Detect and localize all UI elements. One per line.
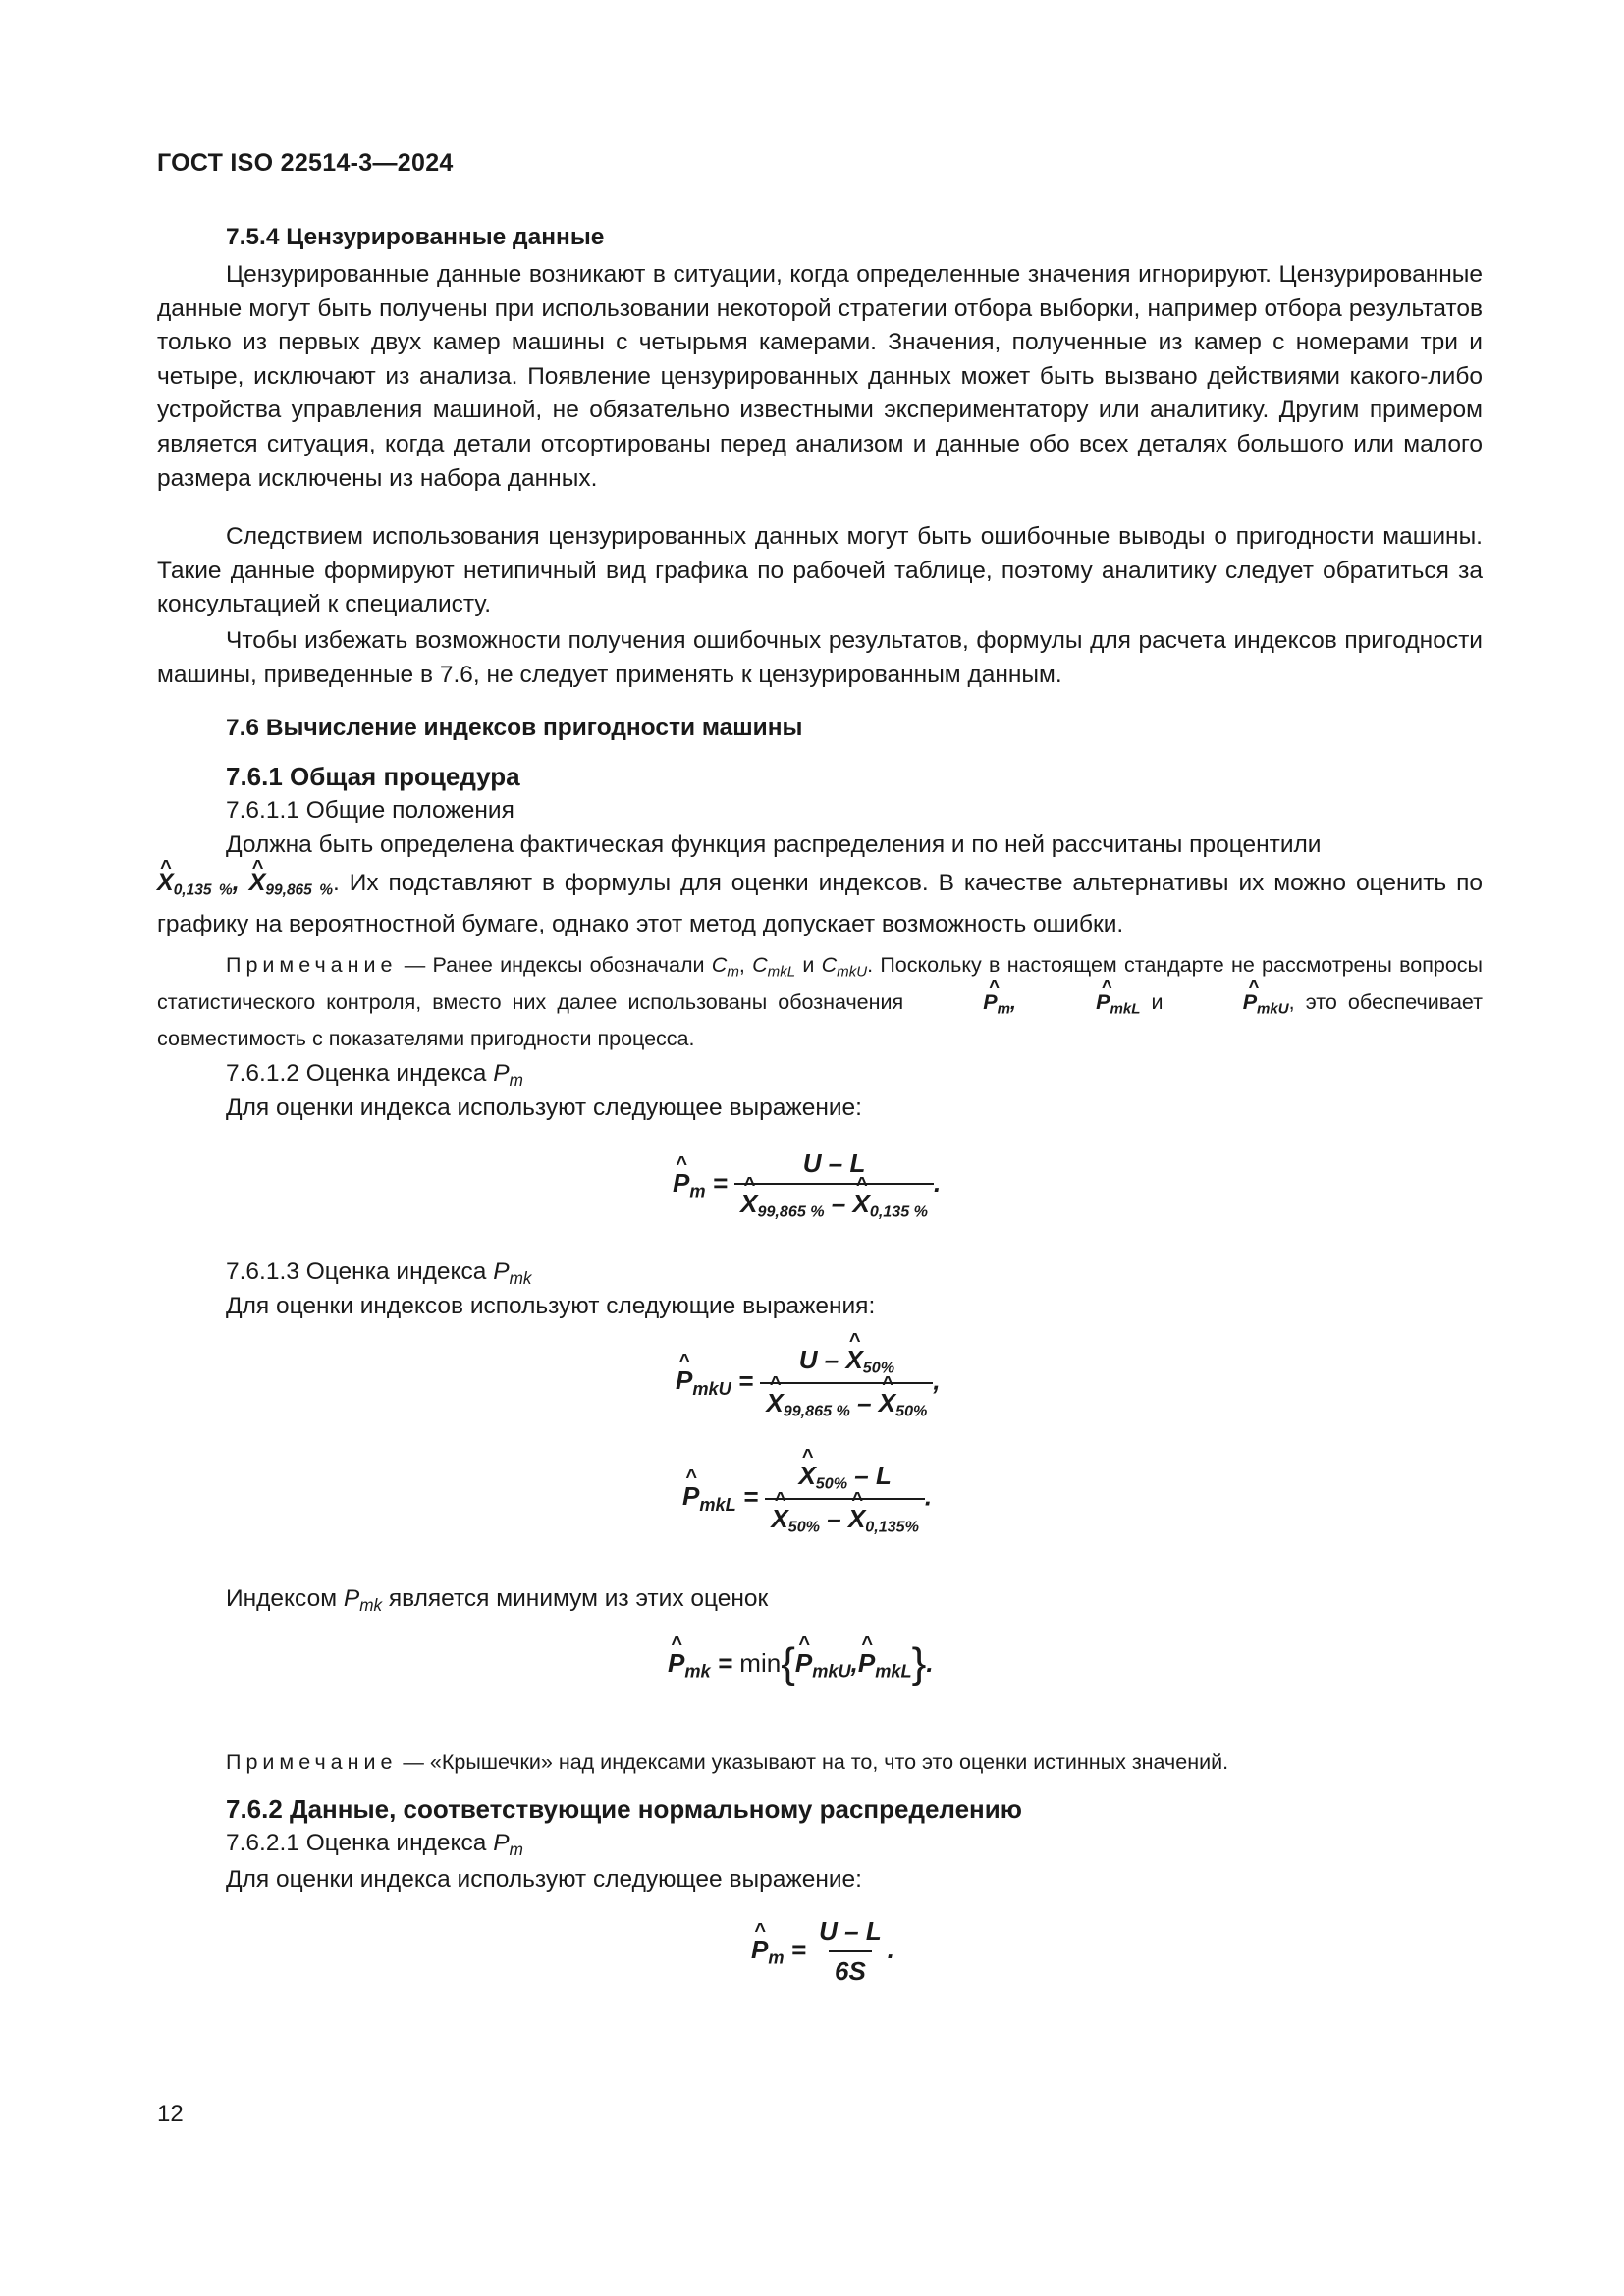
formula-pmku: ^ $P_{mkU}$ = U – ^ X50% ^ X99,865 % – ^ X50% , (676, 1345, 941, 1420)
section-heading-7-6-2: 7.6.2 Данные, соответствующие нормальному распределению (226, 1794, 1022, 1824)
formula-pm: ^ $P_m$ = U – L ^ X99,865 % – ^ X0,135 % . (673, 1148, 941, 1222)
percentile-formula: ^ X0,135 %, ^ X99,865 % (157, 869, 333, 896)
paragraph-censored-consequence: Следствием использования цензурированных данных могут быть ошибочные выводы о пригодности машины. Такие данные формируют нетипичный вид графика по рабочей таблице, поэтому аналитику следует обратиться за консультацией к специалисту. (157, 523, 1483, 618)
paragraph-percentiles: ^ X0,135 %, ^ X99,865 %. Их подставляют в формулы для оценки индексов. В качестве альтернативы их можно оценить по графику на вероятностной бумаге, однако этот метод допускает возможность ошибки. (157, 866, 1483, 942)
note-earlier-indices: Примечание — Ранее индексы обозначали $C_m$, $C_{mkL}$ и $C_{mkU}$. Поскольку в настоящем стандарте не рассмотрены вопросы статистического контроля, вместо них далее использованы обозначения ^ $P_m$, ^ $P_{mkL}$ и ^ $P_{mkU}$, это обеспечивает совместимость с показателями пригодности процесса. (157, 950, 1483, 1053)
document-id: ГОСТ ISO 22514-3—2024 (157, 149, 454, 177)
paragraph-censored-definition: Цензурированные данные возникают в ситуации, когда определенные значения игнорируют. Цензурированные данные могут быть получены при использовании некоторой стратегии отбора выборки, например отбора результатов только из первых двух камер машины с четырьмя камерами. Значения, полученные из камер с номерами три и четыре, исключают из анализа. Появление цензурированных данных может быть вызвано действиями какого-либо устройства управления машиной, не обязательно известными экспериментатору или аналитику. Другим примером является ситуация, когда детали отсортированы перед анализом и данные обо всех деталях большого или малого размера исключены из набора данных. (157, 261, 1483, 492)
page-number: 12 (157, 2101, 184, 2127)
subsection-7-6-1-2: 7.6.1.2 Оценка индекса $P_m$ (226, 1060, 523, 1091)
paragraph-pm-expression: Для оценки индекса используют следующее выражение: (226, 1095, 862, 1121)
formula-pmk-min: ^ $P_{mk}$ = min{^ $P_{mkU},\^{}$ $P_{mkL}$}. (668, 1639, 934, 1688)
paragraph-pmk-minimum: Индексом $P_{mk}$ является минимум из этих оценок (226, 1585, 769, 1616)
note-hats: Примечание — «Крышечки» над индексами указывают на то, что это оценки истинных значений. (226, 1750, 1229, 1774)
paragraph-normal-pm-expression: Для оценки индекса используют следующее выражение: (226, 1866, 862, 1893)
paragraph-censored-avoidance: Чтобы избежать возможности получения ошибочных результатов, формулы для расчета индексов пригодности машины, приведенные в 7.6, не следует применять к цензурированным данным. (157, 627, 1483, 688)
subsection-7-6-1-1: 7.6.1.1 Общие положения (226, 797, 514, 824)
formula-pm-normal: ^ $P_m$ = $\frac{U - L}{6S}$ . (751, 1916, 894, 1987)
formula-pmkl: ^ $P_{mkL}$ = ^ X50% – L ^ X50% – ^ X0,135% . (682, 1461, 932, 1536)
section-heading-7-6-1: 7.6.1 Общая процедура (226, 762, 520, 791)
section-heading-7-5-4: 7.5.4 Цензурированные данные (226, 224, 605, 250)
subsection-7-6-1-3: 7.6.1.3 Оценка индекса $P_{mk}$ (226, 1258, 532, 1289)
paragraph-pmk-expressions: Для оценки индексов используют следующие выражения: (226, 1293, 876, 1319)
paragraph-distribution: Должна быть определена фактическая функция распределения и по ней рассчитаны процентили (226, 831, 1322, 858)
section-heading-7-6: 7.6 Вычисление индексов пригодности машины (226, 715, 803, 741)
subsection-7-6-2-1: 7.6.2.1 Оценка индекса $P_m$ (226, 1830, 523, 1860)
